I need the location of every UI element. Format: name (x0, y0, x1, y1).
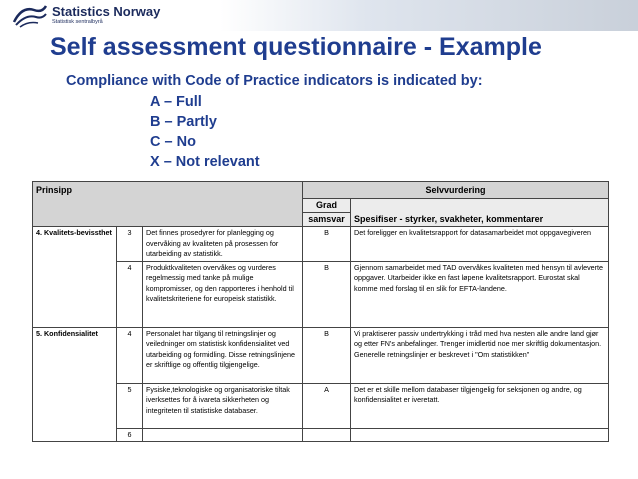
table-row (33, 261, 609, 327)
comment-cell: Det foreligger en kvalitetsrapport for datasamarbeidet mot oppgavegiveren (351, 227, 609, 262)
header-samsvar: samsvar (303, 213, 351, 227)
grade-x: X – Not relevant (150, 154, 260, 170)
table-row (33, 327, 609, 383)
grade-cell (303, 428, 351, 442)
principle-cell: 4. Kvalitets-bevissthet (33, 227, 117, 328)
header-spesifiser: Spesifiser - styrker, svakheter, kommentarer (351, 199, 609, 227)
org-name: Statistics Norway (52, 3, 161, 19)
header-prinsipp: Prinsipp (33, 182, 303, 227)
grade-cell: B (303, 261, 351, 327)
indicator-text: Personalet har tilgang til retningslinjer og veiledninger om statistisk konfidensialitet ved utarbeiding og formidling. Disse retningslinjene er skriftlige og offentlig tilgjengelige. (143, 327, 303, 383)
indicator-text: Produktkvaliteten overvåkes og vurderes regelmessig med tanke på mulige kompromisser, og den rapporteres i henhold til kvalitetskriteriene for europeisk statistikk. (143, 261, 303, 327)
indicator-text (143, 428, 303, 442)
grade-c: C – No (150, 134, 196, 150)
grade-a: A – Full (150, 94, 202, 110)
header-grad: Grad (303, 199, 351, 213)
indicator-text: Fysiske,teknologiske og organisatoriske tiltak iverksettes for å ivareta sikkerheten og integriteten til statistiske databaser. (143, 383, 303, 428)
table-header-row (33, 182, 609, 199)
indicator-number: 5 (117, 383, 143, 428)
indicator-text: Det finnes prosedyrer for planlegging og overvåking av kvaliteten på prosessen for utarbeiding av statistikk. (143, 227, 303, 262)
table-row (33, 227, 609, 262)
comment-cell: Det er et skille mellom databaser tilgjengelig for seksjonen og andre, og konfidensialitet er iveretatt. (351, 383, 609, 428)
compliance-subtitle: Compliance with Code of Practice indicators is indicated by: (66, 73, 483, 89)
indicator-number: 4 (117, 261, 143, 327)
grade-cell: A (303, 383, 351, 428)
grade-cell: B (303, 327, 351, 383)
header-banner-image (220, 0, 638, 31)
table-row (33, 428, 609, 442)
grade-b: B – Partly (150, 114, 217, 130)
ssb-logo-icon (12, 2, 48, 28)
comment-cell: Vi praktiserer passiv undertrykking i tråd med hva nesten alle andre land gjør og etter FN's anbefalinger. Trenger imidlertid noe mer skriftlig dokumentasjon. Generelle retningslinjer er beskrevet i "Om statistikken" (351, 327, 609, 383)
comment-cell (351, 428, 609, 442)
comment-cell: Gjennom samarbeidet med TAD overvåkes kvaliteten med hensyn til avleverte oppgaver. Utarbeider ikke en fast løpene kvalitetsrapport. Eurostat skal komme med forslag til en slik for EFTA-landene. (351, 261, 609, 327)
principle-cell: 5. Konfidensialitet (33, 327, 117, 442)
page-title: Self assessment questionnaire - Example (50, 33, 542, 61)
indicator-number: 4 (117, 327, 143, 383)
grade-cell: B (303, 227, 351, 262)
header-bar (0, 0, 638, 31)
statistics-norway-logo (12, 2, 160, 28)
org-subname: Statistisk sentralbyrå (52, 18, 103, 25)
header-selvvurdering: Selvvurdering (303, 182, 609, 199)
indicator-number: 3 (117, 227, 143, 262)
indicator-number: 6 (117, 428, 143, 442)
table-row (33, 383, 609, 428)
self-assessment-table (32, 181, 609, 442)
